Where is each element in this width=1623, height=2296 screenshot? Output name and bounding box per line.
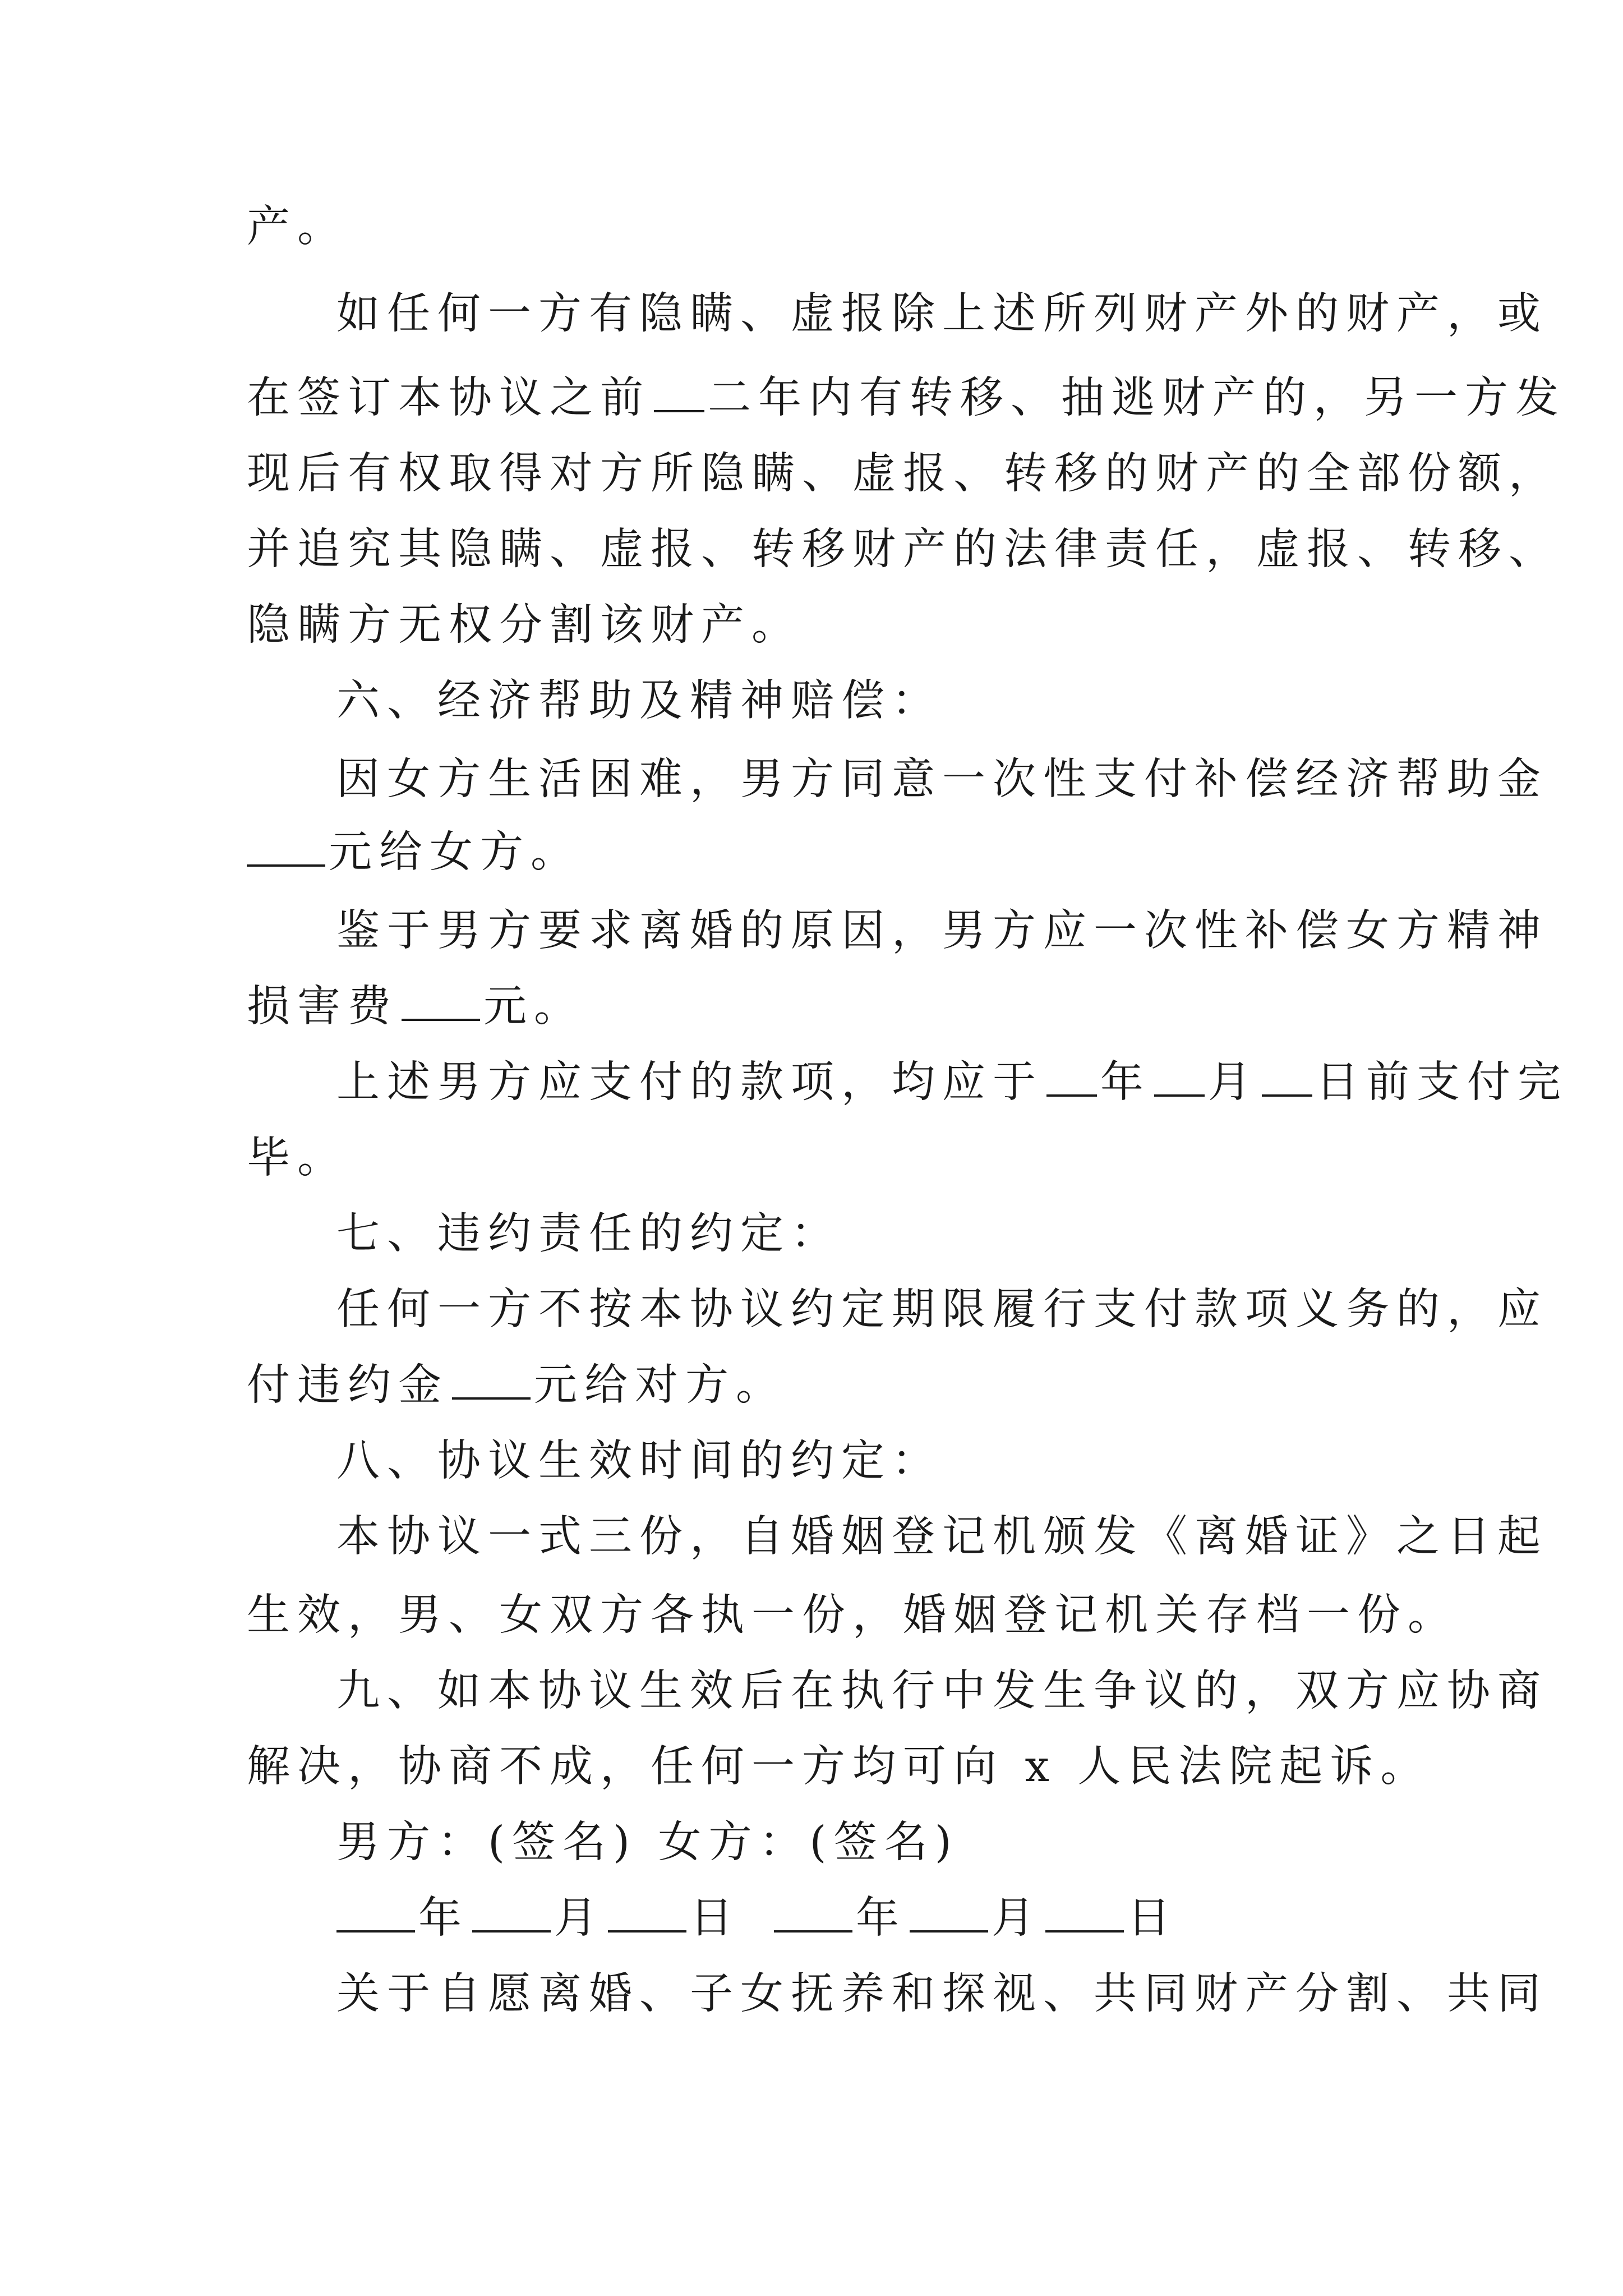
text-segment: 年 — [856, 1893, 906, 1943]
text-line — [336, 1055, 1568, 1111]
fill-in-blank — [1045, 1893, 1124, 1932]
fill-in-blank — [452, 1360, 531, 1400]
text-line: 解决，协商不成，任何一方均可向 x 人民法院起诉。 — [247, 1742, 1431, 1792]
text-segment: 月 — [992, 1893, 1042, 1943]
text-segment: 年 — [418, 1893, 469, 1943]
text-line: 因女方生活困难，男方同意一次性支付补偿经济帮助金 — [336, 754, 1548, 804]
fill-in-blank — [247, 827, 325, 867]
text-segment: 月 — [1208, 1057, 1258, 1107]
text-line — [247, 1358, 1396, 1414]
fill-in-blank — [472, 1893, 551, 1932]
text-segment: 在签订本协议之前 — [247, 373, 651, 423]
text-line: 任何一方不按本协议约定期限履行支付款项义务的，应 — [336, 1285, 1548, 1335]
text-line: 现后有权取得对方所隐瞒、虚报、转移的财产的全部份额， — [247, 449, 1559, 499]
section-heading: 七、违约责任的约定： — [336, 1209, 841, 1259]
text-line: 生效，男、女双方各执一份，婚姻登记机关存档一份。 — [247, 1590, 1458, 1640]
text-segment: 年 — [1100, 1057, 1151, 1107]
text-line: 鉴于男方要求离婚的原因，男方应一次性补偿女方精神 — [336, 906, 1548, 956]
text-segment: 日 — [690, 1893, 740, 1943]
text-segment: 上述男方应支付的款项，均应于 — [336, 1057, 1043, 1107]
text-segment: 日 — [1127, 1893, 1178, 1943]
text-line: 本协议一式三份，自婚姻登记机颁发《离婚证》之日起 — [336, 1512, 1548, 1562]
fill-in-blank — [608, 1893, 686, 1932]
text-segment: 付违约金 — [247, 1360, 449, 1410]
fill-in-blank — [774, 1893, 852, 1932]
text-segment: 损害费 — [247, 982, 398, 1032]
text-line: 九、如本协议生效后在执行中发生争议的，双方应协商 — [336, 1666, 1548, 1716]
text-line: 如任何一方有隐瞒、虚报除上述所列财产外的财产，或 — [336, 289, 1548, 339]
text-segment: 月 — [554, 1893, 605, 1943]
text-line — [247, 979, 1396, 1035]
text-segment: 日前支付完 — [1316, 1057, 1568, 1107]
fill-in-blank — [1262, 1057, 1312, 1097]
signature-line: 男方：(签名) 女方：(签名) — [336, 1818, 959, 1867]
text-line: 并追究其隐瞒、虚报、转移财产的法律责任，虚报、转移、 — [247, 524, 1559, 574]
text-line: 产。 — [247, 202, 348, 252]
fill-in-blank — [1046, 1057, 1097, 1097]
text-line — [247, 825, 1396, 881]
text-segment: 二年内有转移、抽逃财产的，另一方发 — [708, 373, 1566, 423]
fill-in-blank — [910, 1893, 988, 1932]
fill-in-blank — [336, 1893, 415, 1932]
text-line: 关于自愿离婚、子女抚养和探视、共同财产分割、共同 — [336, 1969, 1548, 2019]
text-segment: 元。 — [483, 982, 584, 1032]
section-heading: 六、经济帮助及精神赔偿： — [336, 676, 942, 726]
text-line — [247, 370, 1566, 426]
section-heading: 八、协议生效时间的约定： — [336, 1436, 942, 1486]
date-line — [336, 1890, 1486, 1947]
text-segment: 元给女方。 — [329, 827, 581, 877]
fill-in-blank — [402, 982, 480, 1021]
text-segment: 元给对方。 — [534, 1360, 786, 1410]
text-line: 隐瞒方无权分割该财产。 — [247, 600, 802, 650]
fill-in-blank — [1154, 1057, 1205, 1097]
fill-in-blank — [654, 373, 704, 412]
text-line: 毕。 — [247, 1133, 348, 1183]
